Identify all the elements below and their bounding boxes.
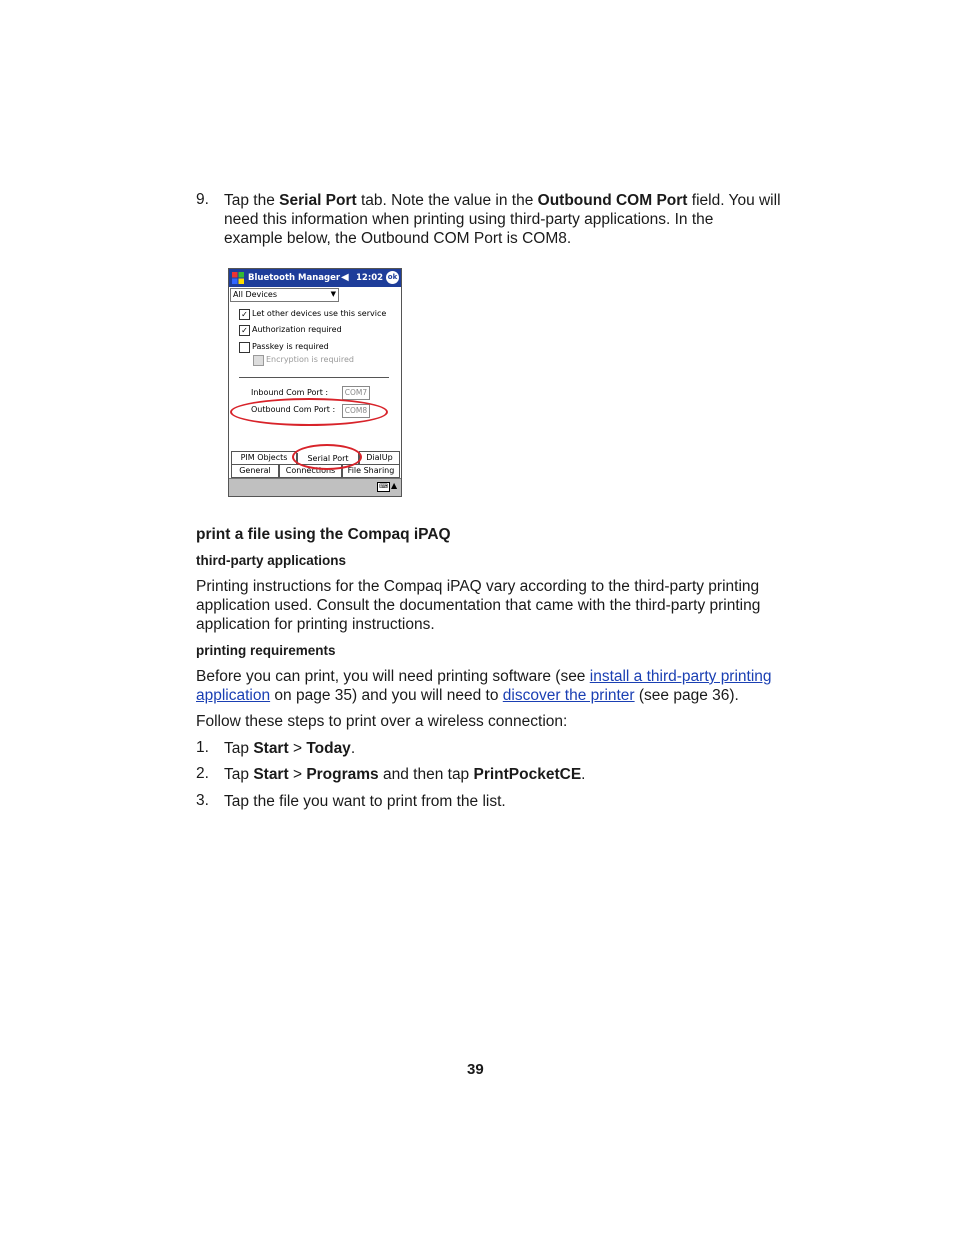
highlight-outbound-com-port [230,398,388,426]
input-panel-arrow-icon[interactable]: ▲ [391,481,398,490]
text: on page 35) and you will need to [270,687,503,704]
step-9-line-1 [224,191,781,210]
bold-start: Start [253,740,289,757]
paragraph-line: application for printing instructions. [196,616,435,633]
windows-start-icon[interactable] [231,271,245,285]
subheading-printing-requirements: printing requirements [196,643,336,658]
step-number: 2. [196,765,209,782]
text: field. You will [687,192,781,209]
text: > [288,740,307,757]
text: and then tap [378,766,474,783]
page-number: 39 [467,1061,484,1078]
tab-dialup[interactable]: DialUp [359,451,400,465]
step-9-line-2: need this information when printing using third-party applications. In the [224,211,714,228]
text: > [288,766,307,783]
divider [239,377,389,378]
checkbox-label: Let other devices use this service [252,309,387,318]
bold-serial-port: Serial Port [279,192,357,209]
tab-file-sharing[interactable]: File Sharing [342,464,400,478]
text: tab. Note the value in the [356,192,538,209]
bold-outbound-com-port: Outbound COM Port [537,192,688,209]
text: Tap [224,766,254,783]
text: Tap the [224,192,280,209]
inbound-com-port-label: Inbound Com Port : [251,388,329,397]
device-dropdown[interactable] [230,288,339,302]
tab-connections[interactable]: Connections [279,464,342,478]
paragraph-line [196,686,739,705]
ok-button[interactable]: ok [386,271,399,284]
command-bar [229,478,401,497]
paragraph-line: Printing instructions for the Compaq iPAQ vary according to the third-party printing [196,578,760,595]
text: (see page 36). [634,687,739,704]
paragraph-line: Follow these steps to print over a wireless connection: [196,713,568,730]
step-9-line-3: example below, the Outbound COM Port is COM8. [224,230,572,247]
link-install-printing-application[interactable]: install a third-party printing [589,668,772,685]
tab-serial-port[interactable]: Serial Port [297,453,359,466]
keyboard-icon[interactable]: ⌨ [377,482,390,492]
checkbox-label: Authorization required [252,325,342,334]
link-discover-the-printer[interactable]: discover the printer [502,687,635,704]
bold-today: Today [306,740,351,757]
checkbox-authorization[interactable]: ✓ [239,325,250,336]
checkbox-passkey[interactable] [239,342,250,353]
step-3: Tap the file you want to print from the list. [224,793,506,810]
dropdown-value: All Devices [233,290,277,299]
highlight-serial-port-tab [292,444,362,470]
paragraph-line [196,667,772,686]
link-install-printing-application-cont[interactable]: application [196,687,271,704]
bold-programs: Programs [306,766,379,783]
inbound-com-port-field: COM7 [342,386,370,400]
window-title: Bluetooth Manager [248,273,341,283]
tab-general[interactable]: General [231,464,279,478]
checkbox-encryption [253,355,264,366]
checkbox-label: Passkey is required [252,342,329,351]
tab-pim-objects[interactable]: PIM Objects [231,451,297,465]
bold-printpocketce: PrintPocketCE [473,766,582,783]
step-1 [224,739,355,758]
text: Tap [224,740,254,757]
step-number: 1. [196,739,209,756]
text: . [581,766,586,783]
text: . [350,740,356,757]
chevron-down-icon: ▼ [330,290,336,298]
bold-start: Start [253,766,289,783]
step-2 [224,765,585,784]
section-heading: print a file using the Compaq iPAQ [196,526,451,543]
outbound-com-port-field: COM8 [342,404,370,418]
outbound-com-port-label: Outbound Com Port : [251,405,336,414]
text: Before you can print, you will need printing software (see [196,668,590,685]
checkbox-let-other-devices[interactable]: ✓ [239,309,250,320]
paragraph-line: application used. Consult the documentation that came with the third-party printing [196,597,761,614]
step-number: 9. [196,191,209,208]
title-bar [229,269,401,287]
step-number: 3. [196,792,209,809]
subheading-third-party: third-party applications [196,553,347,568]
clock: 12:02 [356,273,384,283]
speaker-icon[interactable]: ◀ [341,272,349,283]
checkbox-label: Encryption is required [266,355,354,364]
